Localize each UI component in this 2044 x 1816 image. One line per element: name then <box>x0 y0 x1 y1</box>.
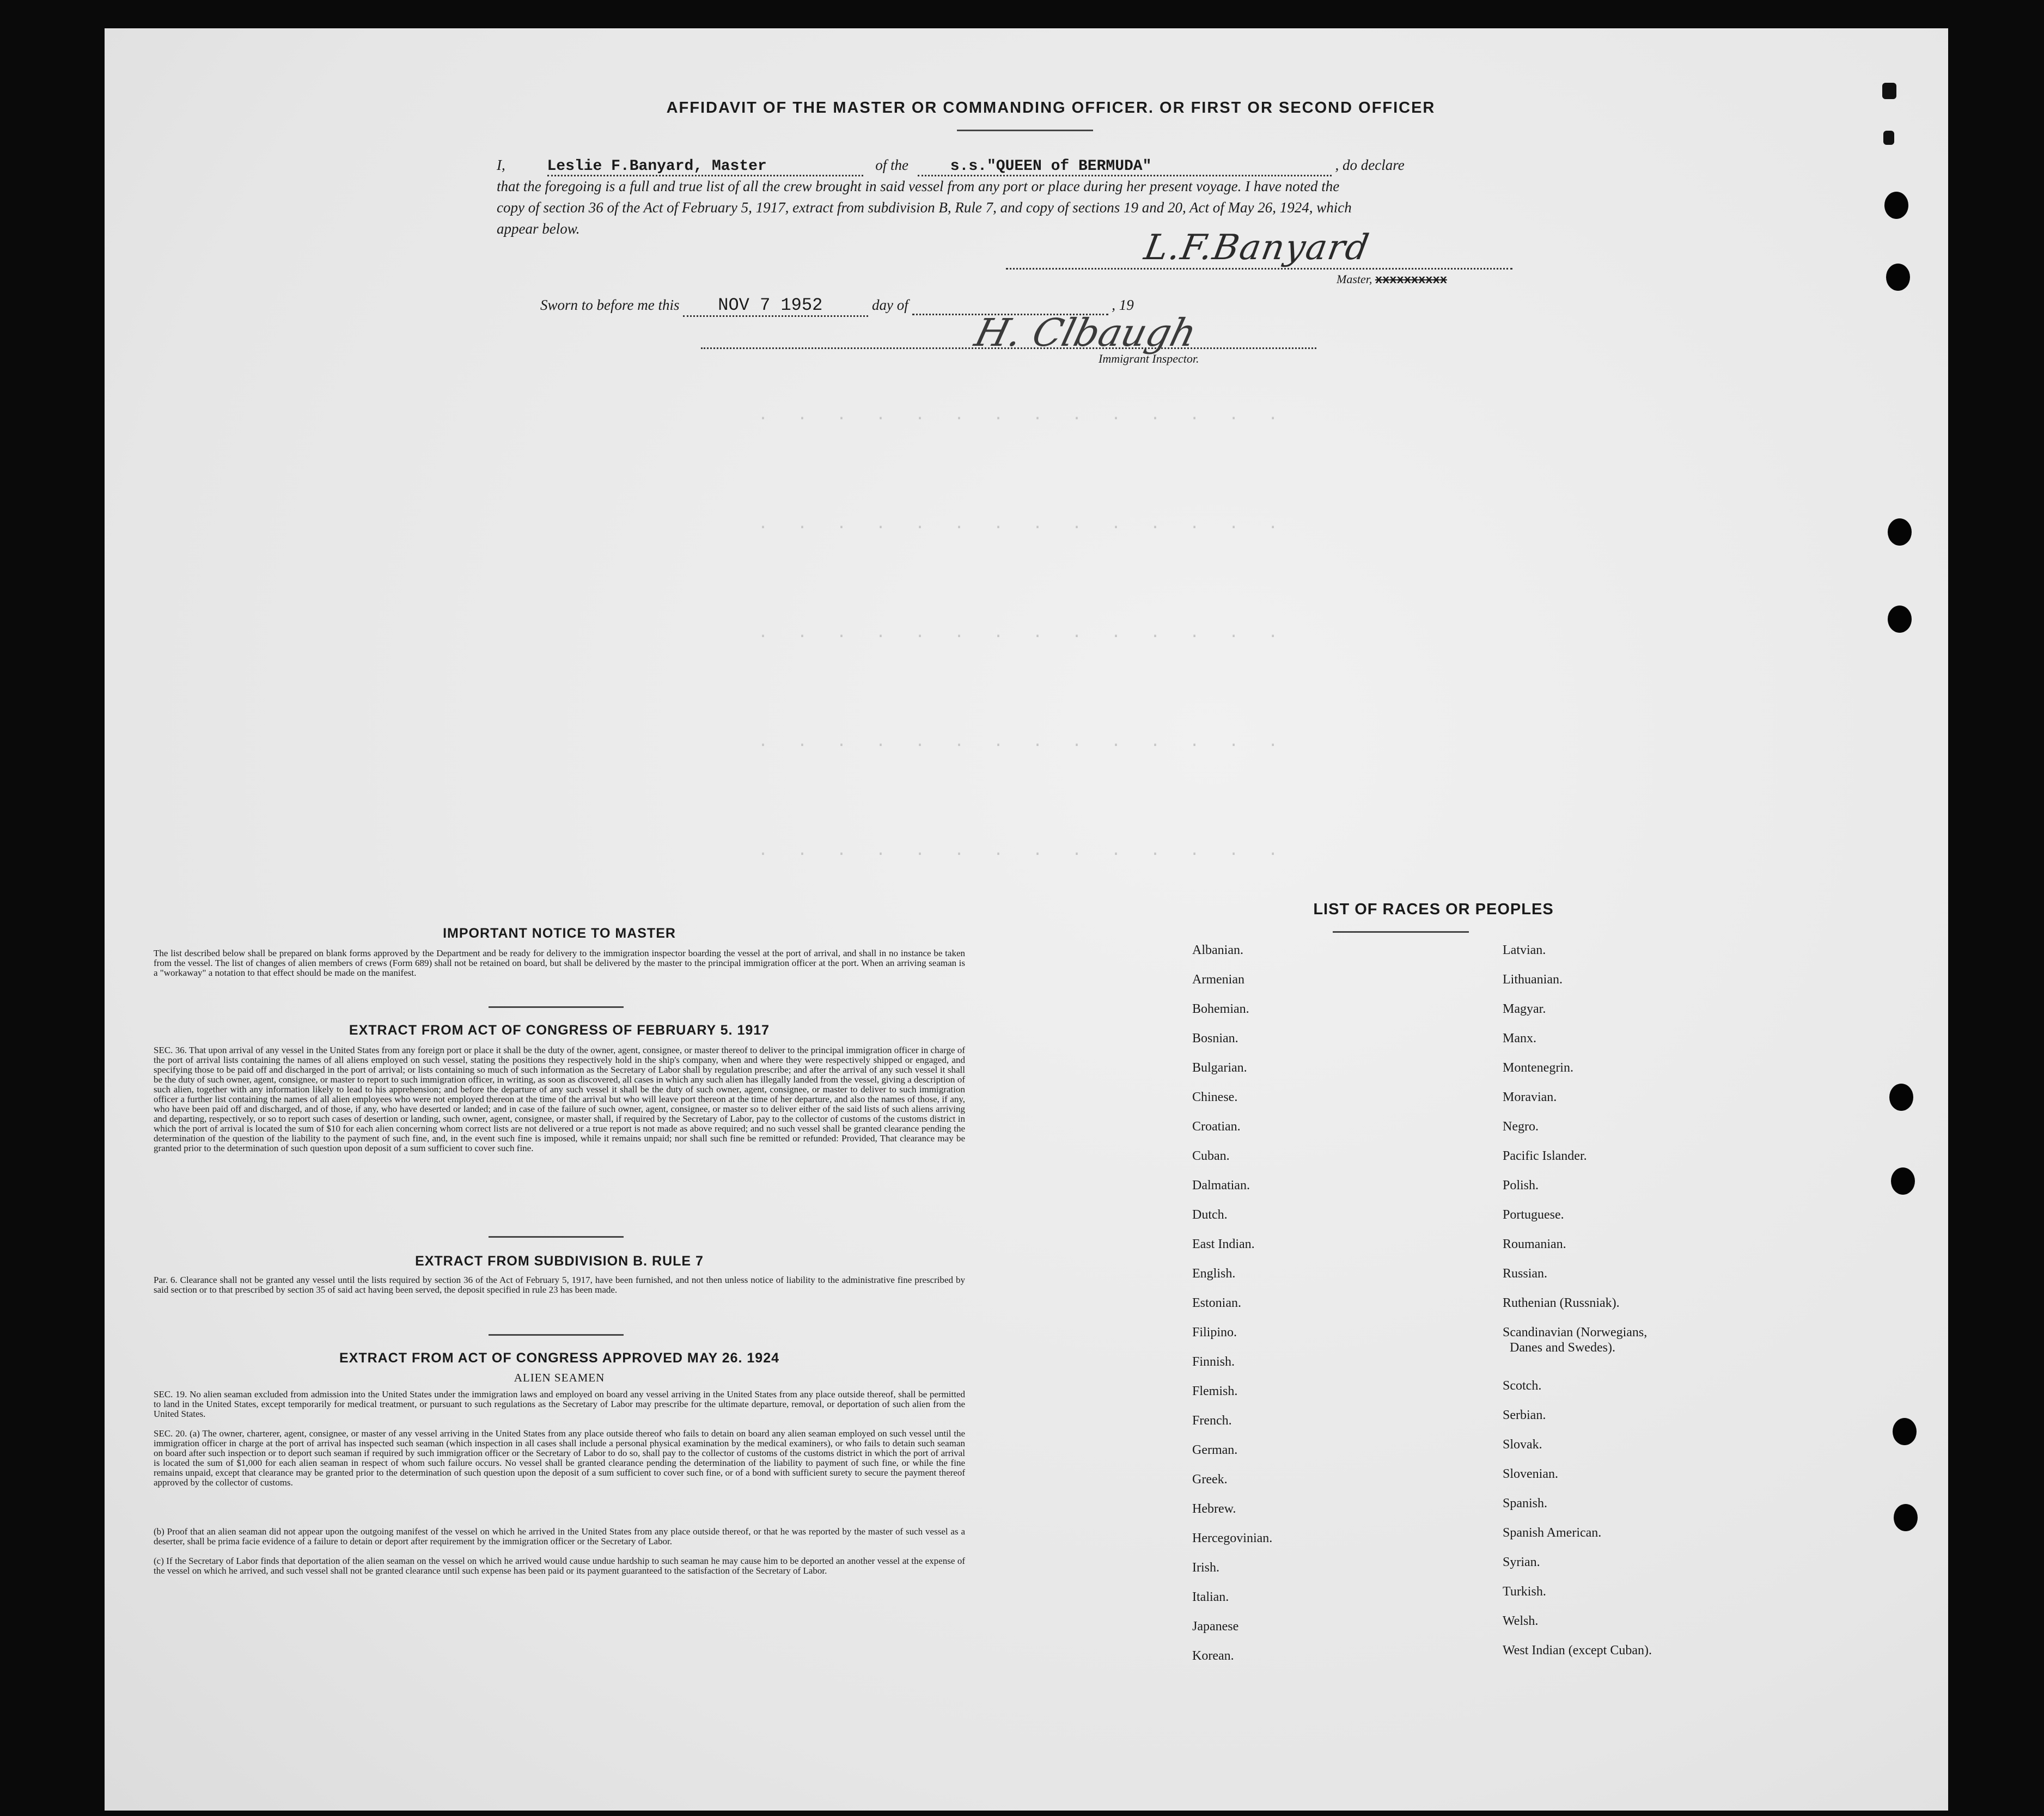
bleed-through-text: · · · · · · · · · · · · · · <box>758 627 1288 646</box>
race-item: Manx. <box>1503 1031 1536 1045</box>
race-item: Portuguese. <box>1503 1208 1564 1222</box>
binder-hole <box>1888 606 1912 633</box>
race-item: Finnish. <box>1192 1355 1235 1369</box>
extract-1917-text: SEC. 36. That upon arrival of any vessel in the United States from any foreign port or place it shall be the duty of the owner, agent, consignee, or master thereof to deliver to the principal immigration officer in charge of the port of arrival lists containing the names of all aliens employed on such vessel, stating the positions they respectively hold in the ship's company, when and where they were respectively shipped or engaged, and specifying those to be paid off and discharged in the port of arrival; or lists containing so much of such information as the Secretary of Labor shall by regulation prescribe; and after the arrival of any such vessel it shall be the duty of such owner, agent, consignee, or master to report to such immigration officer, in writing, as soon as discovered, all cases in which any such alien has illegally landed from the vessel, giving a description of such alien, together with any information likely to lead to his apprehension; and before the departure of any such vessel it shall be the duty of such owner, agent, consignee, or master to deliver to such immigration officer a further list containing the names of all alien employees who were not employed thereon at the time of the arrival but who will leave port thereon at the time of her departure, and also the names of those, if any, who have been paid off and discharged, and of those, if any, who have deserted or landed; and in case of the failure of such owner, agent, consignee, or master so to deliver either of the said lists of such aliens arriving and departing, respectively, or so to report such cases of desertion or landing, such owner, agent, consignee, or master shall, if required by the Secretary of Labor, pay to the collector of customs of the customs district in which the port of arrival is located the sum of $10 for each alien concerning whom correct lists are not delivered or a true report is not made as above required; and no such vessel shall be granted clearance pending the determination of the question of the liability to the payment of such fine, and, in the event such fine is imposed, while it remains unpaid; nor shall such fine be remitted or refunded: Provided, That clearance may be granted prior to the determination of such question upon deposit of a sum sufficient to cover such fine. <box>154 1045 965 1153</box>
race-item: Croatian. <box>1192 1120 1241 1134</box>
binder-hole <box>1884 192 1908 219</box>
race-item: Negro. <box>1503 1120 1539 1134</box>
race-item: Chinese. <box>1192 1090 1238 1104</box>
extract-1924-title: EXTRACT FROM ACT OF CONGRESS APPROVED MAY 26. 1924 <box>339 1350 780 1366</box>
section-divider <box>489 1006 624 1008</box>
race-item: Montenegrin. <box>1503 1061 1573 1075</box>
inspector-signature-line <box>701 347 1316 349</box>
race-item: Scotch. <box>1503 1379 1542 1393</box>
staple-mark <box>1883 131 1894 145</box>
section-divider <box>489 1334 624 1336</box>
binder-hole <box>1889 1084 1913 1111</box>
race-item: Danes and Swedes). <box>1510 1341 1615 1355</box>
race-item: East Indian. <box>1192 1237 1255 1251</box>
race-item: West Indian (except Cuban). <box>1503 1643 1652 1658</box>
binder-hole <box>1894 1504 1918 1531</box>
subdivision-text: Par. 6. Clearance shall not be granted any vessel until the lists required by section 36 of the Act of February 5, 1917, have been furnished, and not then unless notice of liability to the administrative fine prescribed by said section or to that prescribed by section 35 of said act having been served, the deposit specified in rule 23 has been made. <box>154 1275 965 1295</box>
race-item: Bosnian. <box>1192 1031 1238 1045</box>
day-of-label: day of <box>872 297 908 313</box>
master-signature: L.F.Banyard <box>1141 228 1373 268</box>
extract-1917-title: EXTRACT FROM ACT OF CONGRESS OF FEBRUARY 5. 1917 <box>349 1023 770 1038</box>
race-item: German. <box>1192 1443 1238 1457</box>
staple-mark <box>1882 83 1896 99</box>
race-item: English. <box>1192 1267 1236 1281</box>
race-item: Spanish American. <box>1503 1526 1602 1540</box>
race-item: Magyar. <box>1503 1002 1546 1016</box>
race-item: Roumanian. <box>1503 1237 1566 1251</box>
do-declare-label: , do declare <box>1335 157 1405 173</box>
master-caption-struck: xxxxxxxxxx <box>1375 273 1447 287</box>
race-item: Hebrew. <box>1192 1502 1236 1516</box>
race-item: Syrian. <box>1503 1555 1540 1569</box>
master-caption-label: Master, <box>1337 272 1372 286</box>
vessel-name: s.s."QUEEN of BERMUDA" <box>950 158 1152 175</box>
notice-text: The list described below shall be prepared on blank forms approved by the Department and be ready for delivery to the immigration inspector boarding the vessel at the port of arrival, and shall in no instance be taken from the vessel. The list of changes of alien members of crews (Form 689) shall not be retained on board, but shall be delivered by the master to the principal immigration officer at the port. When an arriving seaman is a "workaway" a notation to that effect should be made on the manifest. <box>154 948 965 978</box>
sec20b-text: (b) Proof that an alien seaman did not appear upon the outgoing manifest of the vessel on which he arrived in the United States from any place outside thereof, or that he was reported by the master of such vessel as a deserter, shall be prima facie evidence of a failure to detain or deport after requirement by the immigration officer or the Secretary of Labor. <box>154 1526 965 1546</box>
sec20a-text: SEC. 20. (a) The owner, charterer, agent, consignee, or master of any vessel arriving in the United States from any place outside thereof who fails to detain on board any alien seaman employed on such vessel until the immigration officer in charge at the port of arrival has inspected such seaman (which inspection in all cases shall include a personal physical examination by the medical examiners), or who fails to detain such seaman on board after such inspection or to deport such seaman if required by such immigration officer or the Secretary of Labor to do so, shall pay to the collector of customs of the customs district in which the port of arrival is located the sum of $1,000 for each alien seaman in respect of whom such failure occurs. No vessel shall be granted clearance pending the determination of the liability to payment of such fine, or while the fine remains unpaid, except that clearance may be granted prior to the determination of such question upon the deposit of a sum sufficient to cover such fine, or of a bond with sufficient surety to secure the payment thereof approved by the collector of customs. <box>154 1428 965 1488</box>
race-item: Japanese <box>1192 1619 1239 1634</box>
race-item: Turkish. <box>1503 1585 1546 1599</box>
sec19-text: SEC. 19. No alien seaman excluded from admission into the United States under the immigration laws and employed on board any vessel arriving in the United States from any place outside thereof, shall be permitted to land in the United States, except temporarily for medical treatment, or pursuant to such regulations as the Secretary of Labor may prescribe for the ultimate departure, removal, or deportation of such alien from the United States. <box>154 1389 965 1419</box>
notice-title: IMPORTANT NOTICE TO MASTER <box>443 926 676 941</box>
race-item: Slovak. <box>1503 1438 1542 1452</box>
affidavit-line4: appear below. <box>497 221 580 237</box>
of-the-label: of the <box>875 157 908 173</box>
race-item: Filipino. <box>1192 1325 1237 1340</box>
document-page <box>105 28 1948 1811</box>
master-caption <box>1337 272 1447 287</box>
sworn-date-stamp: NOV 7 1952 <box>718 295 823 315</box>
bleed-through-text: · · · · · · · · · · · · · · <box>758 736 1288 755</box>
affidavit-line1 <box>497 157 1630 176</box>
race-item: Dalmatian. <box>1192 1178 1250 1193</box>
section-divider <box>489 1236 624 1238</box>
race-item: Lithuanian. <box>1503 973 1563 987</box>
race-item: Bohemian. <box>1192 1002 1249 1016</box>
title-divider <box>957 130 1093 131</box>
bleed-through-text: · · · · · · · · · · · · · · <box>758 518 1288 537</box>
affidavit-line3: copy of section 36 of the Act of February 5, 1917, extract from subdivision B, Rule 7, and copy of sections 19 and 20, Act of May 26, 1924, which <box>497 199 1352 216</box>
race-item: Greek. <box>1192 1472 1228 1487</box>
master-name: Leslie F.Banyard, Master <box>547 158 767 175</box>
binder-hole <box>1893 1418 1917 1445</box>
bleed-through-text: · · · · · · · · · · · · · · <box>758 845 1288 864</box>
race-item: Serbian. <box>1503 1408 1546 1422</box>
race-item: Pacific Islander. <box>1503 1149 1587 1163</box>
affidavit-line2: that the foregoing is a full and true list of all the crew brought in said vessel from any port or place during her present voyage. I have noted the <box>497 178 1340 194</box>
binder-hole <box>1888 518 1912 546</box>
race-item: Korean. <box>1192 1649 1234 1663</box>
race-item: Flemish. <box>1192 1384 1238 1398</box>
race-item: Irish. <box>1192 1561 1219 1575</box>
race-item: Moravian. <box>1503 1090 1557 1104</box>
race-item: Cuban. <box>1192 1149 1230 1163</box>
inspector-signature: H. Clbaugh <box>970 310 1201 355</box>
race-item: Armenian <box>1192 973 1244 987</box>
race-item: Slovenian. <box>1503 1467 1558 1481</box>
alien-seamen-subtitle: ALIEN SEAMEN <box>514 1371 605 1384</box>
race-item: Dutch. <box>1192 1208 1228 1222</box>
affidavit-i: I, <box>497 157 505 173</box>
race-item: Bulgarian. <box>1192 1061 1247 1075</box>
affidavit-title: AFFIDAVIT OF THE MASTER OR COMMANDING OFFICER. OR FIRST OR SECOND OFFICER <box>666 99 1436 117</box>
race-item: Albanian. <box>1192 943 1243 957</box>
binder-hole <box>1886 264 1910 291</box>
races-title: LIST OF RACES OR PEOPLES <box>1313 901 1554 918</box>
inspector-caption: Immigrant Inspector. <box>1099 352 1199 365</box>
bleed-through-text: · · · · · · · · · · · · · · <box>758 409 1288 428</box>
race-item: Scandinavian (Norwegians, <box>1503 1325 1648 1340</box>
year-label: , 19 <box>1112 297 1134 313</box>
race-item: Russian. <box>1503 1267 1548 1281</box>
race-item: Hercegovinian. <box>1192 1531 1273 1545</box>
master-signature-line <box>1006 268 1512 270</box>
race-item: Polish. <box>1503 1178 1539 1193</box>
race-item: Ruthenian (Russniak). <box>1503 1296 1620 1310</box>
race-item: Spanish. <box>1503 1496 1548 1511</box>
sec20c-text: (c) If the Secretary of Labor finds that deportation of the alien seaman on the vessel on which he arrived would cause undue hardship to such seaman he may cause him to be deported an another vessel at the expense of the vessel on which he arrived, and such vessel shall not be granted clearance until such expense has been paid or its payment guaranteed to the satisfaction of the Secretary of Labor. <box>154 1556 965 1576</box>
race-item: Latvian. <box>1503 943 1546 957</box>
races-divider <box>1333 931 1469 933</box>
binder-hole <box>1891 1167 1915 1195</box>
race-item: Welsh. <box>1503 1614 1539 1628</box>
race-item: French. <box>1192 1414 1232 1428</box>
race-item: Italian. <box>1192 1590 1229 1604</box>
race-item: Estonian. <box>1192 1296 1241 1310</box>
sworn-label: Sworn to before me this <box>540 297 680 313</box>
subdivision-title: EXTRACT FROM SUBDIVISION B. RULE 7 <box>415 1254 704 1269</box>
